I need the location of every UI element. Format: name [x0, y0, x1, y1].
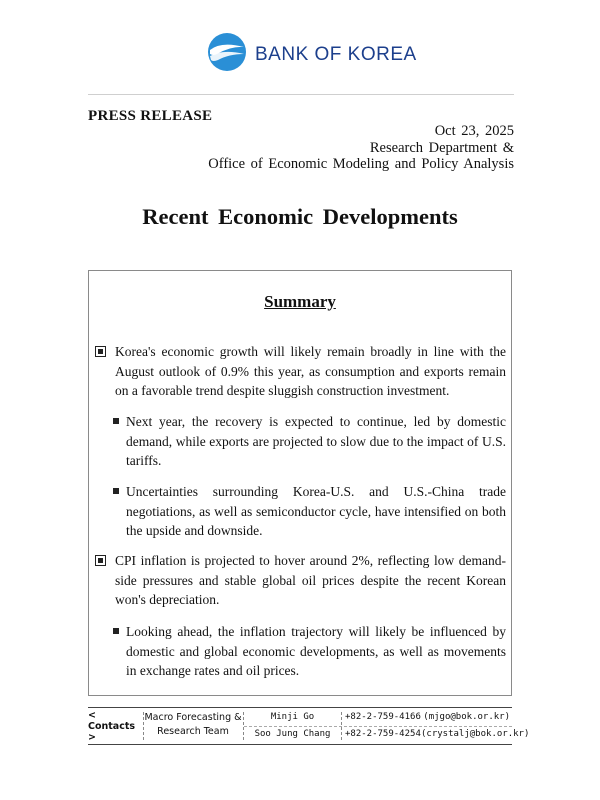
summary-item: CPI inflation is projected to hover around 2%, reflecting low demand-side pressures and stable global oil prices despite the recent Korean won's depreciation.: [115, 551, 506, 610]
summary-box: [88, 270, 512, 696]
summary-subitem: Next year, the recovery is expected to continue, led by domestic demand, while exports are projected to slow due to the impact of U.S. tariffs.: [126, 412, 506, 471]
office: Office of Economic Modeling and Policy Analysis: [208, 156, 514, 172]
logo-text: BANK OF KOREA: [255, 43, 417, 65]
press-release-label: PRESS RELEASE: [88, 108, 213, 124]
small-square-bullet-icon: [113, 628, 119, 634]
contacts-label: < Contacts >: [88, 709, 136, 743]
release-date: Oct 23, 2025: [434, 123, 514, 139]
small-square-bullet-icon: [113, 418, 119, 424]
contact-team: Macro Forecasting & Research Team: [144, 712, 242, 737]
page-title: Recent Economic Developments: [142, 204, 458, 229]
contact-phone: +82-2-759-4166: [345, 712, 421, 722]
bank-of-korea-emblem-icon: [207, 32, 247, 77]
summary-item: Korea's economic growth will likely remain broadly in line with the August outlook of 0.9% this year, as consumption and exports remain on a favorable trend despite sluggish construction investment.: [115, 342, 506, 401]
summary-subitem: Uncertainties surrounding Korea-U.S. and U.S.-China trade negotiations, as well as semiconductor cycle, have intensified on both the upside and downside.: [126, 482, 506, 541]
contact-name: Minji Go: [270, 712, 315, 722]
release-meta: [208, 123, 514, 173]
square-bullet-icon: [95, 555, 106, 566]
contact-email[interactable]: (mjgo@bok.or.kr): [423, 712, 510, 722]
contacts-table: [88, 707, 530, 745]
header-divider: [88, 94, 514, 95]
department: Research Department &: [369, 139, 514, 156]
contact-phone: +82-2-759-4254: [345, 729, 421, 739]
small-square-bullet-icon: [113, 488, 119, 494]
contact-email[interactable]: (crystalj@bok.or.kr): [421, 729, 530, 739]
summary-subitem: Looking ahead, the inflation trajectory will likely be influenced by domestic and global economic developments, as well as movements in exchange rates and oil prices.: [126, 622, 506, 681]
contact-name: Soo Jung Chang: [254, 729, 331, 739]
logo: [207, 32, 417, 77]
summary-heading: Summary: [264, 292, 336, 311]
square-bullet-icon: [95, 346, 106, 357]
